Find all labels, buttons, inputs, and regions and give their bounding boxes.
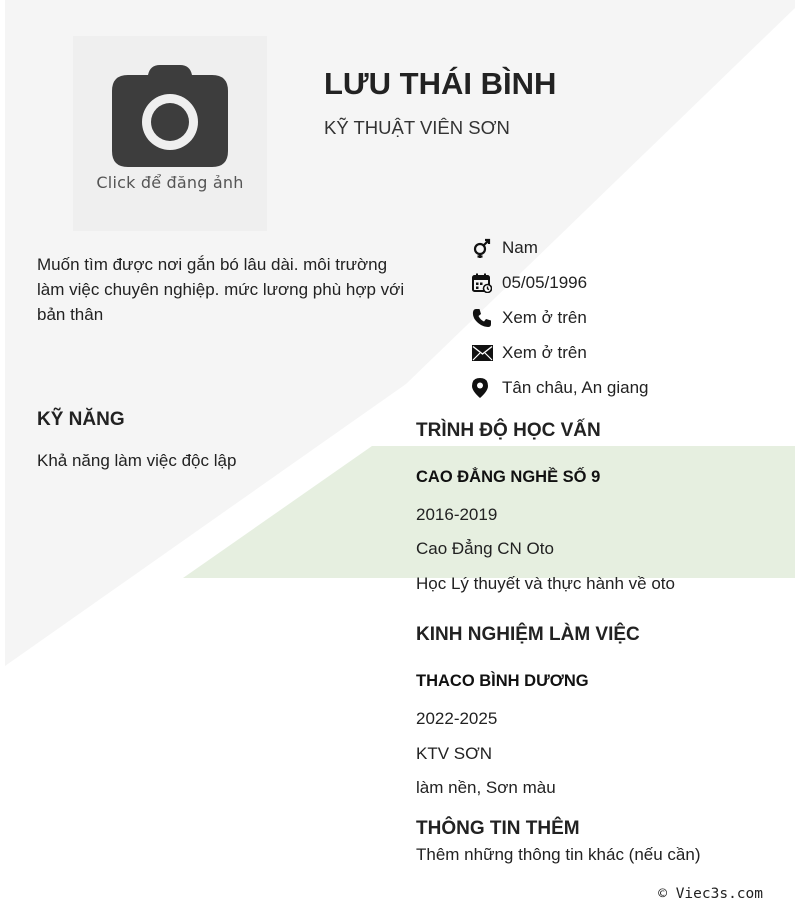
candidate-name: LƯU THÁI BÌNH	[324, 66, 557, 101]
contact-email	[472, 335, 649, 370]
photo-placeholder[interactable]	[73, 36, 267, 231]
gender-icon	[472, 238, 502, 258]
experience-description: làm nền, Sơn màu	[416, 778, 556, 797]
gender-value: Nam	[502, 237, 538, 257]
experience-position: KTV SƠN	[416, 744, 492, 763]
phone-icon	[472, 308, 502, 328]
address-value: Tân châu, An giang	[502, 377, 649, 397]
skills-heading: KỸ NĂNG	[37, 409, 125, 430]
footer-copyright: © Viec3s.com	[658, 886, 763, 902]
education-period: 2016-2019	[416, 505, 498, 524]
additional-info-heading: THÔNG TIN THÊM	[416, 818, 580, 839]
contact-info	[472, 230, 649, 405]
photo-caption: Click để đăng ảnh	[96, 173, 244, 192]
contact-gender	[472, 230, 649, 265]
experience-heading: KINH NGHIỆM LÀM VIỆC	[416, 624, 640, 645]
education-heading: TRÌNH ĐỘ HỌC VẤN	[416, 420, 601, 441]
job-title: KỸ THUẬT VIÊN SƠN	[324, 117, 510, 138]
calendar-icon	[472, 273, 502, 293]
location-icon	[472, 378, 502, 398]
additional-info-body: Thêm những thông tin khác (nếu cần)	[416, 845, 701, 864]
phone-value: Xem ở trên	[502, 307, 587, 327]
career-objective: Muốn tìm được nơi gắn bó lâu dài. môi trường làm việc chuyên nghiệp. mức lương phù hợp với bản thân	[37, 255, 405, 324]
education-description: Học Lý thuyết và thực hành về oto	[416, 574, 675, 593]
email-value: Xem ở trên	[502, 342, 587, 362]
experience-company: THACO BÌNH DƯƠNG	[416, 672, 589, 690]
contact-address	[472, 370, 649, 405]
experience-period: 2022-2025	[416, 709, 498, 728]
education-school: CAO ĐẲNG NGHỀ SỐ 9	[416, 468, 601, 486]
birthday-value: 05/05/1996	[502, 272, 588, 292]
contact-birthday	[472, 265, 649, 300]
skill-item: Khả năng làm việc độc lập	[37, 451, 237, 470]
education-major: Cao Đẳng CN Oto	[416, 539, 554, 558]
mail-icon	[472, 345, 502, 361]
camera-icon	[112, 65, 228, 167]
contact-phone	[472, 300, 649, 335]
